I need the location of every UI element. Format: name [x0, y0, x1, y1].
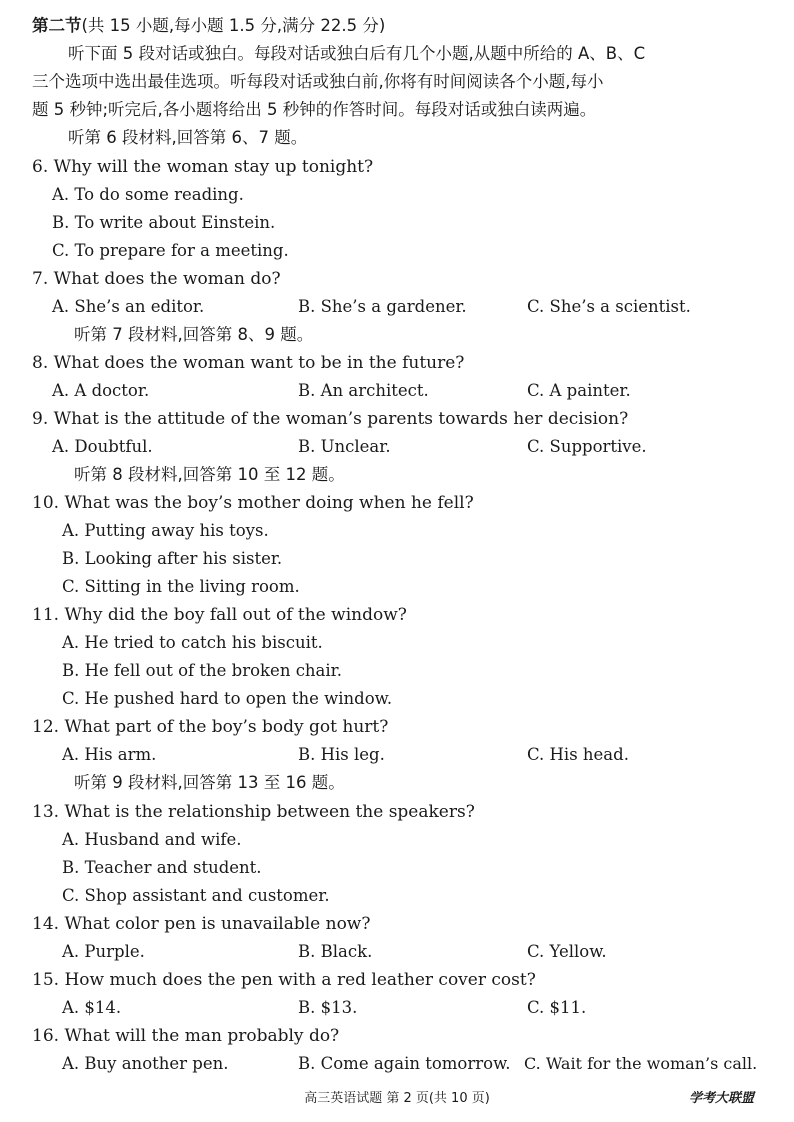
question-7-stem: 7. What does the woman do? [32, 269, 281, 289]
question-8-stem: 8. What does the woman want to be in the future? [32, 353, 465, 373]
question-8-option-a: A. A doctor. [52, 381, 150, 400]
question-12-option-c: C. His head. [527, 745, 629, 764]
question-14-option-c: C. Yellow. [527, 942, 607, 961]
question-10-option-a: A. Putting away his toys. [62, 521, 269, 540]
question-7-option-a: A. She’s an editor. [52, 297, 205, 316]
question-11-option-c: C. He pushed hard to open the window. [62, 689, 393, 708]
question-9-option-c: C. Supportive. [527, 437, 647, 456]
material-8-heading: 听第 8 段材料,回答第 10 至 12 题。 [74, 465, 345, 484]
question-6-option-b: B. To write about Einstein. [52, 213, 276, 232]
question-16-option-b: B. Come again tomorrow. [298, 1054, 511, 1073]
material-7-heading: 听第 7 段材料,回答第 8、9 题。 [74, 325, 314, 344]
question-14-option-a: A. Purple. [62, 942, 145, 961]
question-9-option-b: B. Unclear. [298, 437, 391, 456]
instruction-line-1: 听下面 5 段对话或独白。每段对话或独白后有几个小题,从题中所给的 A、B、C [68, 44, 646, 63]
question-10-option-c: C. Sitting in the living room. [62, 577, 300, 596]
question-9-option-a: A. Doubtful. [52, 437, 153, 456]
question-10-option-b: B. Looking after his sister. [62, 549, 283, 568]
question-8-option-c: C. A painter. [527, 381, 631, 400]
question-11-option-a: A. He tried to catch his biscuit. [62, 633, 323, 652]
question-15-stem: 15. How much does the pen with a red leather cover cost? [32, 970, 536, 990]
question-11-option-b: B. He fell out of the broken chair. [62, 661, 342, 680]
section-title-rest: (共 15 小题,每小题 1.5 分,满分 22.5 分) [81, 16, 386, 35]
section-title [32, 14, 385, 38]
question-16-stem: 16. What will the man probably do? [32, 1026, 340, 1046]
question-14-option-b: B. Black. [298, 942, 373, 961]
question-13-stem: 13. What is the relationship between the speakers? [32, 802, 475, 822]
instruction-line-3: 题 5 秒钟;听完后,各小题将给出 5 秒钟的作答时间。每段对话或独白读两遍。 [32, 100, 597, 119]
question-12-option-b: B. His leg. [298, 745, 385, 764]
question-7-option-c: C. She’s a scientist. [527, 297, 691, 316]
material-6-heading: 听第 6 段材料,回答第 6、7 题。 [68, 128, 308, 147]
question-15-option-c: C. $11. [527, 998, 587, 1017]
publisher-mark: 学考大联盟 [688, 1091, 754, 1106]
question-8-option-b: B. An architect. [298, 381, 429, 400]
question-14-stem: 14. What color pen is unavailable now? [32, 914, 371, 934]
page-footer: 高三英语试题 第 2 页(共 10 页) [304, 1091, 490, 1106]
question-13-option-c: C. Shop assistant and customer. [62, 886, 330, 905]
question-7-option-b: B. She’s a gardener. [298, 297, 467, 316]
question-12-option-a: A. His arm. [62, 745, 157, 764]
question-16-option-c: C. Wait for the woman’s call. [524, 1054, 758, 1073]
question-16-option-a: A. Buy another pen. [62, 1054, 229, 1073]
question-10-stem: 10. What was the boy’s mother doing when he fell? [32, 493, 474, 513]
question-6-stem: 6. Why will the woman stay up tonight? [32, 157, 374, 177]
material-9-heading: 听第 9 段材料,回答第 13 至 16 题。 [74, 773, 345, 792]
question-15-option-a: A. $14. [62, 998, 122, 1017]
question-6-option-c: C. To prepare for a meeting. [52, 241, 289, 260]
question-13-option-b: B. Teacher and student. [62, 858, 262, 877]
question-6-option-a: A. To do some reading. [52, 185, 244, 204]
question-12-stem: 12. What part of the boy’s body got hurt? [32, 717, 389, 737]
question-9-stem: 9. What is the attitude of the woman’s parents towards her decision? [32, 409, 629, 429]
instruction-line-2: 三个选项中选出最佳选项。听每段对话或独白前,你将有时间阅读各个小题,每小 [32, 72, 604, 91]
question-11-stem: 11. Why did the boy fall out of the window? [32, 605, 407, 625]
section-title-bold: 第二节 [32, 16, 82, 35]
question-13-option-a: A. Husband and wife. [62, 830, 242, 849]
question-15-option-b: B. $13. [298, 998, 358, 1017]
